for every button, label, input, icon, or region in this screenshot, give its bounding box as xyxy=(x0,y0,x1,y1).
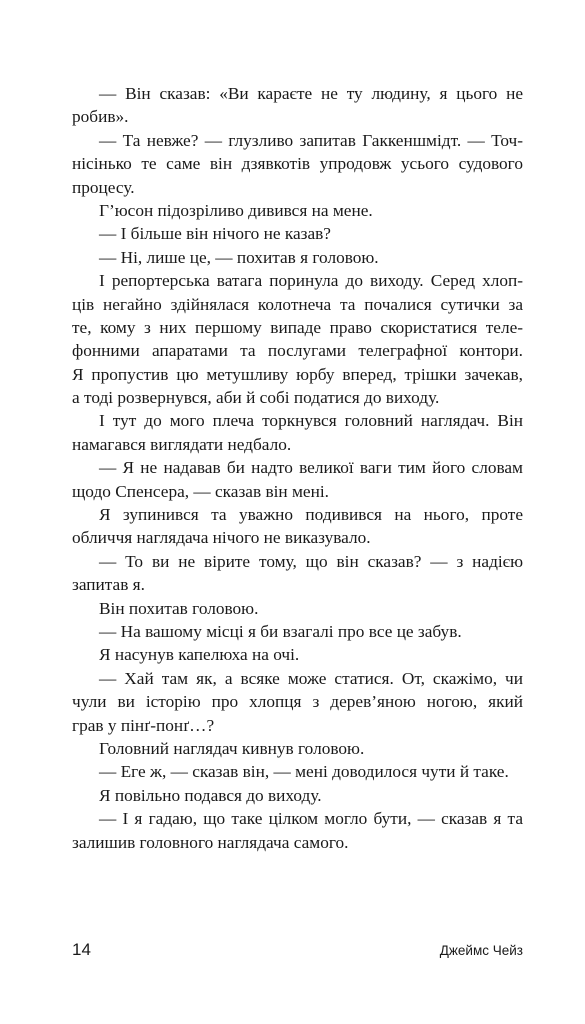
text-line: щодо Спенсера, — сказав він мені. xyxy=(72,481,329,501)
text-line: запитав я. xyxy=(72,575,145,595)
text-line: — Хай там як, а всяке може статися. От, скажімо, чи xyxy=(99,668,523,688)
text-line: намагався виглядати недбало. xyxy=(72,434,292,454)
text-line: — Я не надавав би надто великої ваги тим його словам xyxy=(99,458,523,478)
text-line: Я насунув капелюха на очі. xyxy=(99,645,300,665)
text-line: чули ви історію про хлопця з дерев’яною ногою, який xyxy=(72,692,523,712)
text-line: Головний наглядач кивнув головою. xyxy=(99,738,365,758)
text-line: Г’юсон підозріливо дивився на мене. xyxy=(99,200,373,220)
text-line: фонними апаратами та послугами телеграфної контори. xyxy=(72,341,523,361)
text-line: ців негайно здійнялася колотнеча та почалися сутички за xyxy=(72,294,523,314)
text-line: Я зупинився та уважно подивився на нього, проте xyxy=(99,505,523,525)
text-line: — То ви не вірите тому, що він сказав? — з надією xyxy=(99,551,523,571)
text-line: — Та невже? — глузливо запитав Гаккеншмідт. — Точ- xyxy=(99,130,523,150)
text-line: а тоді розвернувся, аби й собі податися до виходу. xyxy=(72,388,440,408)
text-line: Я пропустив цю метушливу юрбу вперед, трішки зачекав, xyxy=(72,364,523,384)
text-line: робив». xyxy=(72,107,129,127)
text-line: нісінько те саме він дзявкотів упродовж усього судового xyxy=(72,154,523,174)
text-line: — І я гадаю, що таке цілком могло бути, — сказав я та xyxy=(99,809,523,829)
running-footer-author: Джеймс Чейз xyxy=(439,943,523,958)
page-footer xyxy=(72,940,523,966)
text-line: грав у пінґ-понґ…? xyxy=(72,715,215,735)
text-line: обличчя наглядача нічого не виказувало. xyxy=(72,528,371,548)
text-line: — Ні, лише це, — похитав я головою. xyxy=(99,247,379,267)
text-line: — Він сказав: «Ви караєте не ту людину, я цього не xyxy=(99,84,523,103)
page-number: 14 xyxy=(72,940,91,959)
text-line: І тут до мого плеча торкнувся головний наглядач. Він xyxy=(99,411,523,431)
text-line: Він похитав головою. xyxy=(99,598,259,618)
text-line: Я повільно подався до виходу. xyxy=(99,785,322,805)
text-line: — На вашому місці я би взагалі про все це забув. xyxy=(99,621,462,641)
text-line: — І більше він нічого не казав? xyxy=(99,224,331,244)
text-line: залишив головного наглядача самого. xyxy=(72,832,349,852)
body-text xyxy=(72,82,523,854)
text-line: те, кому з них першому випаде право скористатися теле- xyxy=(72,317,523,337)
text-line: процесу. xyxy=(72,177,135,197)
text-line: — Еге ж, — сказав він, — мені доводилося чути й таке. xyxy=(99,762,509,782)
text-line: І репортерська ватага поринула до виходу. Серед хлоп- xyxy=(99,271,523,291)
